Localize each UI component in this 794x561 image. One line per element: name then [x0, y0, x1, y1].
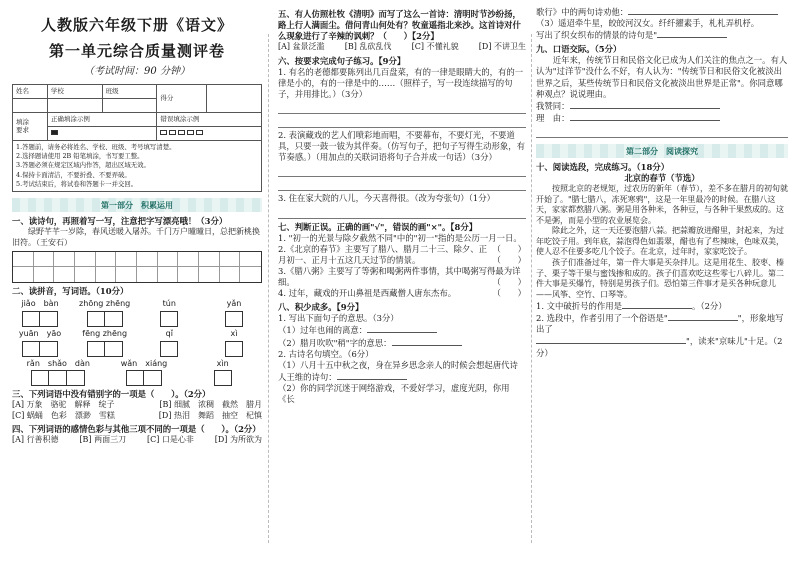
q8-sub2-item: （1）八月十五中秋之夜，身在异乡思念亲人的时候会想起唐代诗人王维的诗句：	[278, 359, 518, 382]
name-label: 姓名	[13, 84, 48, 98]
option-c[interactable]: [C] 蜗蛹 色彩 漂渺 雪糕	[12, 410, 115, 420]
pinyin-item[interactable]: yǎn	[206, 299, 262, 327]
q7-item-4: 4. 过年，藏戏的开山鼻祖是西藏僧人唐东杰布。 （ ）	[278, 288, 526, 299]
answer-blank[interactable]	[668, 312, 738, 321]
pinyin-item[interactable]: tún	[141, 299, 197, 327]
score-label: 得分	[157, 84, 207, 112]
filled-swatch-icon	[51, 130, 58, 135]
option-b[interactable]: [B] 两面三刀	[79, 435, 127, 445]
q10-question-2: 2. 选段中，作者引用了一个俗语是" "，形象地写出了	[536, 313, 784, 335]
answer-line[interactable]	[278, 102, 526, 114]
q10-question-1: 1. 文中破折号的作用是 。（2分）	[536, 301, 727, 312]
q7-item-2: 2.《北京的春节》主要写了腊八、腊月二十三、除夕、正月初一、正月十五这几天过节的情景。 （ ）	[278, 243, 526, 265]
exam-title: 人教版六年级下册《语文》	[40, 16, 233, 34]
agree-row: 我赞同：	[536, 100, 788, 112]
middle-column	[278, 6, 526, 557]
answer-line[interactable]	[278, 116, 526, 128]
q4-title: 四、下列词语的感情色彩与其他三项不同的一项是（ ）。（2分）	[12, 424, 261, 435]
q3-options-1	[12, 400, 262, 411]
pinyin-row-2	[12, 329, 262, 357]
fill-label: 填涂 要求	[13, 112, 48, 140]
pinyin-row-3	[12, 359, 262, 387]
q4-options	[12, 435, 262, 446]
q8-sub2-item: （2）你的同学沉迷于网络游戏，不爱好学习，虚度光阴，你用《长	[278, 382, 510, 404]
passage-paragraph: 按照北京的老规矩，过农历的新年（春节），差不多在腊月的初旬就开始了。"腊七腊八，冻死寒鸦"，这是一年里最冷的时候。在腊八这天，家家都熬腊八粥。粥是用各种米，各种豆，与各种干果熬成的。这不是粥，而是小型的农业展览会。	[536, 184, 788, 225]
answer-paren[interactable]: （ ）	[492, 288, 526, 299]
answer-blank[interactable]	[367, 324, 437, 333]
answer-line[interactable]	[536, 126, 788, 138]
correct-example: 正确填涂示例	[47, 112, 157, 126]
q3-title: 三、下列词语中没有错别字的一项是（ ）。（2分）	[12, 389, 211, 400]
q2-title: 二、读拼音，写词语。（10分）	[12, 286, 129, 297]
answer-blank[interactable]	[392, 337, 462, 346]
poem-question: （3）遥迢牵牛星，皎皎河汉女。纤纤擢素手，札札弄机杼。 写出了织女织布的情景的诗句是"	[536, 18, 760, 41]
wrong-swatches	[157, 126, 262, 140]
name-field[interactable]	[13, 98, 48, 112]
pinyin-item[interactable]: wǎn xiáng	[116, 359, 172, 387]
pinyin-item[interactable]: rǎn shǎo dàn	[23, 359, 93, 387]
option-a[interactable]: [A] 盆景泛滥	[278, 42, 325, 52]
option-d[interactable]: [D] 为所欲为	[214, 435, 262, 445]
wrong-swatch-icon	[187, 130, 194, 135]
answer-blank[interactable]	[622, 300, 692, 309]
q6-title: 六、按要求完成句子练习。【9分】	[278, 55, 406, 66]
info-table	[12, 84, 262, 141]
correct-swatch	[47, 126, 157, 140]
option-b[interactable]: [B] 乱砍乱伐	[344, 42, 392, 52]
wrong-example: 错误填涂示例	[157, 112, 262, 126]
class-field[interactable]	[102, 98, 157, 112]
column-divider-right	[531, 34, 532, 543]
option-c[interactable]: [C] 不懂礼貌	[411, 42, 459, 52]
answer-line[interactable]	[278, 207, 526, 219]
q7-title: 七、判断正误。正确的画"√"，错误的画"×"。【8分】	[278, 221, 478, 232]
column-divider-left	[268, 34, 269, 543]
option-d[interactable]: [D] 热泪 舞蹈 抽空 杞慎	[158, 410, 262, 420]
part2-banner: 第二部分 阅读探究	[536, 144, 788, 158]
q5-title: 五、有人仿照杜牧《清明》而写了这么一首诗：清明时节沙纷扬，路上行人满面尘。借问青山何处有？牧童遥指北来沙。这首诗对什么现象进行了辛辣的讽刺？（ ）【2分】	[278, 9, 521, 42]
answer-paren[interactable]: （ ）	[492, 277, 526, 288]
wrong-swatch-icon	[178, 130, 185, 135]
q8-sub1-item: （1）过年也闹的离意：	[278, 324, 526, 336]
answer-paren[interactable]: （ ）	[492, 254, 526, 265]
answer-blank[interactable]	[536, 335, 686, 344]
exam-subtitle: 第一单元综合质量测评卷	[48, 41, 225, 60]
passage-title: 北京的春节（节选）	[624, 173, 700, 184]
q6-item-3: 3. 住在家大院的八儿，今天喜得很。（改为夸张句）（1分）	[278, 193, 495, 204]
q8-title: 八、积少成多。【9分】	[278, 302, 364, 313]
q10-question-2-cont: "，读来"京味儿"十足。（2分）	[536, 336, 783, 358]
wrong-swatch-icon	[169, 130, 176, 135]
left-column	[12, 6, 262, 557]
option-a[interactable]: [A] 行善积德	[12, 435, 59, 445]
q1-text: 绿野芊芊一岁除，春风送暖入屠苏。千门万户曈曈日，总把新桃换旧符。（王安石）	[12, 227, 260, 247]
option-c[interactable]: [C] 口是心非	[146, 435, 194, 445]
reason-row: 理 由：	[536, 112, 788, 124]
wrong-swatch-icon	[160, 130, 167, 135]
option-a[interactable]: [A] 万象 骆驼 解释 绽子	[12, 400, 115, 410]
wrong-swatch-icon	[196, 130, 203, 135]
writing-grid[interactable]	[12, 251, 262, 283]
answer-line[interactable]	[278, 179, 526, 191]
pinyin-item[interactable]: fēng zhēng	[77, 329, 133, 357]
q8-sub2: 2. 古诗名句填空。（6分）	[278, 348, 374, 359]
q6-item-2: 2. 表演藏戏的艺人们喷彩地而唱，不要幕布，不要灯光，不要道具，只要一鼓一钹为其伴奏。（仿写句子，把句子写得生动形象，有节奏感。）（用加点的关联词语将句子合并成一句话）（3分）	[278, 130, 526, 163]
option-b[interactable]: [B] 细腻 浓稠 截然 腊月	[159, 400, 262, 410]
pinyin-item[interactable]: yuān yāo	[12, 329, 68, 357]
passage-paragraph: 除此之外，这一天还要泡腊八蒜。把蒜瓣放进醋里，封起来，为过年吃饺子用。到年底，蒜泡得色如翡翠，醋也有了些辣味，色味双美，使人忍不住要多吃几个饺子。在北京，过年时，家家吃饺子。	[536, 226, 784, 257]
poem-continuation: 歌行》中的两句诗劝他：	[536, 6, 788, 18]
q1-title: 一、读诗句，再照着写一写，注意把字写漂亮哦！（3分）	[12, 216, 228, 227]
pinyin-item[interactable]: xìn	[195, 359, 251, 387]
q3-options-2	[12, 411, 262, 422]
school-field[interactable]	[47, 98, 102, 112]
pinyin-row-1	[12, 299, 262, 327]
exam-time: （考试时间：90 分钟）	[84, 65, 190, 77]
instructions: 1.答题前，请务必将姓名、学校、班级、考号填写清楚。 2.选择题请使用 2B 铅笔填涂，书写要工整。 3.答题必须在规定区域内作答，超出区域无效。 4.保持卡面清洁，不要折叠、不要弄破。 5.考试结束后，将试卷和答题卡一并交回。	[12, 141, 262, 192]
answer-paren[interactable]: （ ）	[492, 243, 526, 254]
agree-blank[interactable]	[570, 100, 720, 109]
option-d[interactable]: [D] 不讲卫生	[478, 42, 526, 52]
pinyin-item[interactable]: xì	[206, 329, 262, 357]
q9-title: 九、口语交际。（5分）	[536, 44, 622, 55]
answer-line[interactable]	[278, 165, 526, 177]
q8-sub1: 1. 写出下面句子的意思。（3分）	[278, 313, 399, 324]
q10-title: 十、阅读选段，完成练习。（18分）	[536, 161, 670, 172]
pinyin-item[interactable]: jiǎo bàn	[12, 299, 68, 327]
pinyin-item[interactable]: qǐ	[141, 329, 197, 357]
answer-blank[interactable]	[657, 29, 727, 38]
answer-blank[interactable]	[337, 371, 407, 380]
q8-sub1-item: （2）腊月吹吹"稍"字的意思：	[278, 337, 526, 349]
q5-options	[278, 42, 526, 53]
right-column	[536, 6, 788, 557]
answer-blank[interactable]	[628, 6, 778, 15]
school-label: 学校	[47, 84, 102, 98]
q6-item-1: 1. 有名的老德都要陈列出几百盘菜，有的一律是眼睛大的，有的一律是小的，有的一律是中的……（照样子，写一段连续描写的句子，并用排比。）（3分）	[278, 66, 524, 100]
pinyin-item[interactable]: zhōng zhēng	[77, 299, 133, 327]
passage-paragraph: 孩子们准备过年，第一件大事是买杂拌儿。这是用花生、胶枣、榛子、栗子等干果与蜜饯掺和成的。孩子们喜欢吃这些零七八碎儿。第二件大事是买爆竹，特别是男孩子们。恐怕第三件事才是买各种玩意儿——风筝、空竹、口琴等。	[536, 257, 784, 299]
class-label: 班级	[102, 84, 157, 98]
q9-text: 近年来，传统节日和民俗文化已成为人们关注的焦点之一。有人认为"过洋节"没什么不好，有人认为："传统节日和民俗文化被淡出世界之后，某些传统节日和民俗文化被淡出世界是正常"。你同意哪种观点？说说理由。	[536, 55, 788, 99]
q7-item-3: 3.《腊八粥》主要写了等粥和喝粥两件事情，其中喝粥写得最为详细。 （ ）	[278, 265, 526, 288]
q7-item-1: 1. "初一的光景与除夕截然不同"中的"初一"指的是公历一月一日。 （ ）	[278, 232, 526, 254]
reason-blank[interactable]	[570, 112, 720, 121]
score-field[interactable]	[207, 84, 262, 112]
part1-banner: 第一部分 积累运用	[12, 198, 262, 212]
